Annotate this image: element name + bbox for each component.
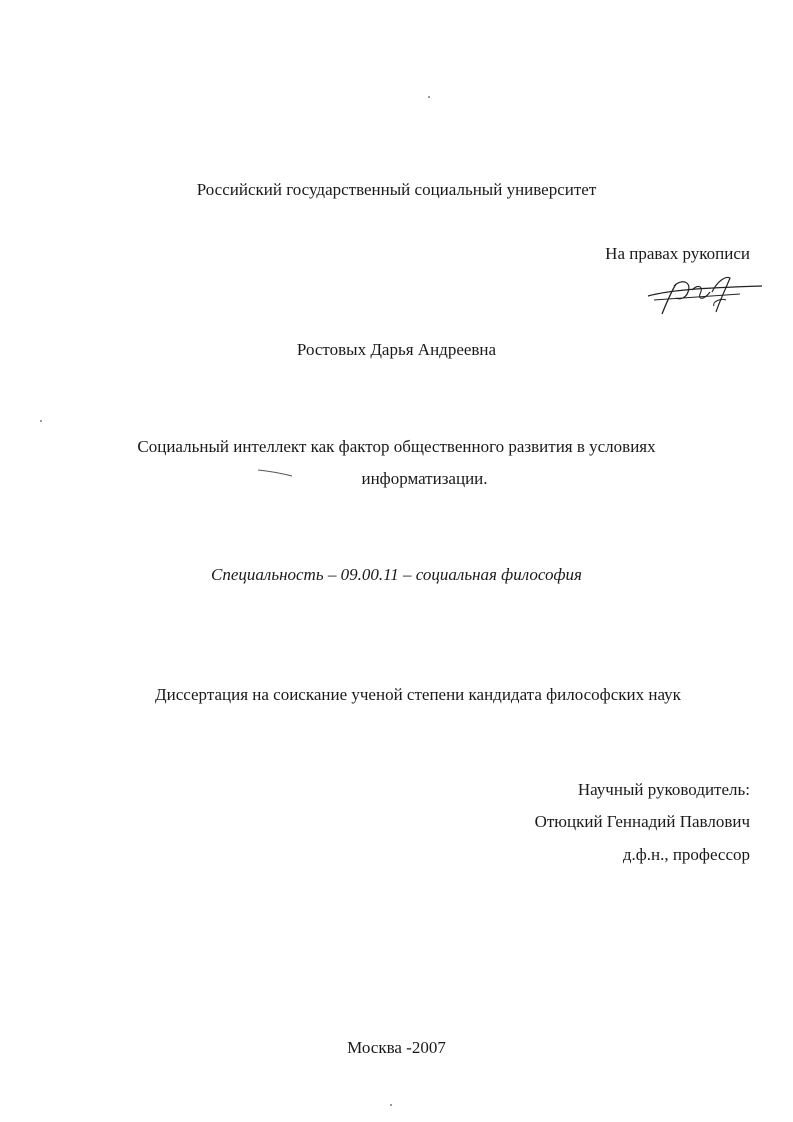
handwritten-signature bbox=[640, 270, 770, 320]
advisor-label: Научный руководитель: bbox=[577, 780, 750, 799]
scan-speck bbox=[390, 1104, 392, 1106]
advisor-credentials: д.ф.н., профессор bbox=[622, 845, 750, 864]
dissertation-title-line-1: Социальный интеллект как фактор общественного развития в условиях bbox=[137, 437, 656, 456]
advisor-name: Отюцкий Геннадий Павлович bbox=[534, 812, 750, 831]
degree-line: Диссертация на соискание ученой степени кандидата философских наук bbox=[155, 685, 681, 704]
university-name: Российский государственный социальный университет bbox=[196, 180, 597, 199]
city-year: Москва -2007 bbox=[347, 1038, 446, 1057]
dissertation-title-line-2: информатизации. bbox=[361, 469, 488, 488]
author-name: Ростовых Дарья Андреевна bbox=[296, 340, 497, 359]
manuscript-note: На правах рукописи bbox=[605, 244, 750, 263]
specialty-line: Специальность – 09.00.11 – социальная философия bbox=[211, 565, 582, 584]
scan-speck bbox=[428, 96, 430, 98]
scan-speck bbox=[40, 420, 42, 422]
